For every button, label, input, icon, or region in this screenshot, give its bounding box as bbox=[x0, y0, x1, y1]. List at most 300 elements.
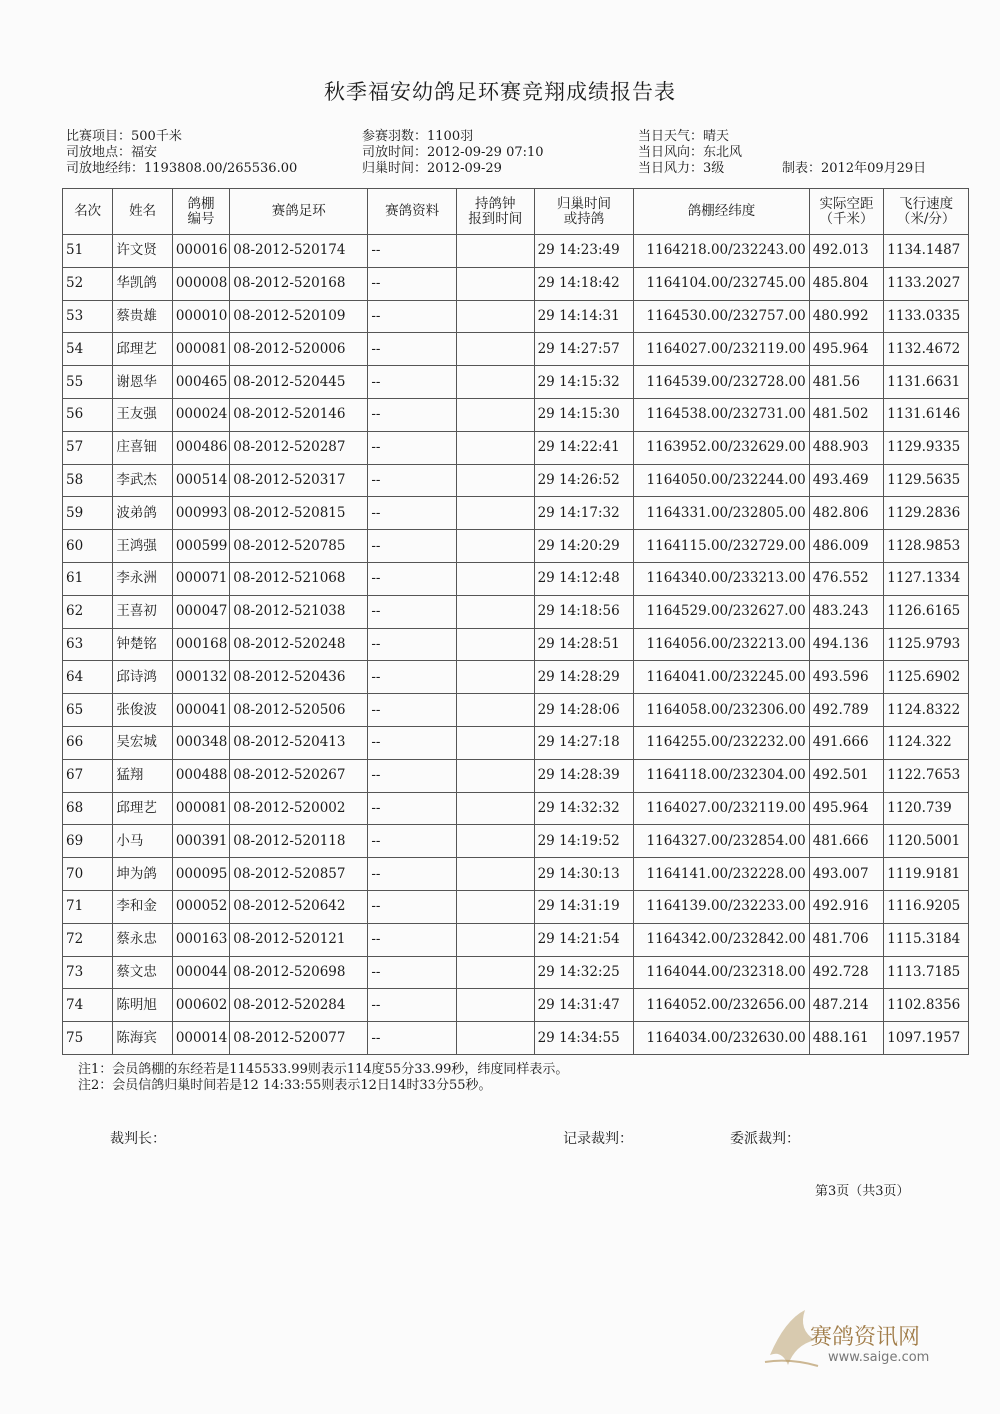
cell-distance: 491.666 bbox=[809, 726, 884, 759]
cell-name: 李武杰 bbox=[113, 464, 172, 497]
cell-clock-report-time bbox=[457, 464, 535, 497]
cell-loft-id: 000514 bbox=[172, 464, 229, 497]
cell-speed: 1116.9205 bbox=[884, 890, 969, 923]
cell-name: 邱诗鸿 bbox=[113, 661, 172, 694]
cell-distance: 494.136 bbox=[809, 628, 884, 661]
cell-bird-info: -- bbox=[368, 235, 457, 268]
cell-clock-report-time bbox=[457, 661, 535, 694]
cell-loft-coords: 1164027.00/232119.00 bbox=[634, 333, 809, 366]
table-row bbox=[63, 562, 969, 595]
table-row bbox=[63, 858, 969, 891]
cell-distance: 495.964 bbox=[809, 333, 884, 366]
cell-ring-number: 08-2012-520006 bbox=[230, 333, 368, 366]
cell-bird-info: -- bbox=[368, 661, 457, 694]
cell-loft-id: 000010 bbox=[172, 300, 229, 333]
cell-ring-number: 08-2012-520174 bbox=[230, 235, 368, 268]
table-row bbox=[63, 792, 969, 825]
cell-clock-report-time bbox=[457, 333, 535, 366]
header-text: 报到时间 bbox=[468, 210, 523, 227]
cell-name: 庄喜钿 bbox=[113, 431, 172, 464]
header-text: （千米） bbox=[819, 210, 874, 227]
cell-speed: 1133.0335 bbox=[884, 300, 969, 333]
header-speed bbox=[884, 189, 969, 235]
cell-arrival-time: 29 14:28:39 bbox=[534, 759, 634, 792]
cell-distance: 495.964 bbox=[809, 792, 884, 825]
cell-ring-number: 08-2012-520002 bbox=[230, 792, 368, 825]
cell-speed: 1129.2836 bbox=[884, 497, 969, 530]
cell-distance: 481.666 bbox=[809, 825, 884, 858]
cell-arrival-time: 29 14:27:18 bbox=[534, 726, 634, 759]
cell-arrival-time: 29 14:18:42 bbox=[534, 267, 634, 300]
cell-rank: 68 bbox=[63, 792, 113, 825]
meta-release-time: 司放时间：2012-09-29 07:10 bbox=[362, 145, 544, 160]
cell-distance: 476.552 bbox=[809, 562, 884, 595]
cell-loft-coords: 1164027.00/232119.00 bbox=[634, 792, 809, 825]
notes bbox=[78, 1062, 568, 1094]
cell-speed: 1125.6902 bbox=[884, 661, 969, 694]
cell-arrival-time: 29 14:28:51 bbox=[534, 628, 634, 661]
cell-loft-coords: 1164255.00/232232.00 bbox=[634, 726, 809, 759]
cell-distance: 481.502 bbox=[809, 398, 884, 431]
cell-rank: 75 bbox=[63, 1022, 113, 1055]
cell-arrival-time: 29 14:20:29 bbox=[534, 530, 634, 563]
cell-arrival-time: 29 14:34:55 bbox=[534, 1022, 634, 1055]
cell-rank: 52 bbox=[63, 267, 113, 300]
cell-arrival-time: 29 14:28:29 bbox=[534, 661, 634, 694]
cell-loft-coords: 1164034.00/232630.00 bbox=[634, 1022, 809, 1055]
cell-clock-report-time bbox=[457, 825, 535, 858]
cell-speed: 1120.739 bbox=[884, 792, 969, 825]
cell-loft-coords: 1164056.00/232213.00 bbox=[634, 628, 809, 661]
cell-speed: 1125.9793 bbox=[884, 628, 969, 661]
cell-name: 张俊波 bbox=[113, 694, 172, 727]
header-ring-number bbox=[230, 189, 368, 235]
cell-loft-coords: 1164539.00/232728.00 bbox=[634, 366, 809, 399]
header-name bbox=[113, 189, 172, 235]
cell-rank: 57 bbox=[63, 431, 113, 464]
cell-bird-info: -- bbox=[368, 333, 457, 366]
table-row bbox=[63, 267, 969, 300]
cell-ring-number: 08-2012-520284 bbox=[230, 989, 368, 1022]
cell-clock-report-time bbox=[457, 726, 535, 759]
cell-loft-coords: 1164115.00/232729.00 bbox=[634, 530, 809, 563]
header-arrival-time bbox=[534, 189, 634, 235]
table-row bbox=[63, 333, 969, 366]
cell-bird-info: -- bbox=[368, 398, 457, 431]
cell-clock-report-time bbox=[457, 366, 535, 399]
cell-speed: 1119.9181 bbox=[884, 858, 969, 891]
meta-made-date: 制表：2012年09月29日 bbox=[782, 161, 927, 176]
header-text: 或持鸽 bbox=[563, 210, 605, 227]
meta-block-middle bbox=[362, 129, 544, 177]
cell-speed: 1129.9335 bbox=[884, 431, 969, 464]
cell-loft-id: 000008 bbox=[172, 267, 229, 300]
table-row bbox=[63, 431, 969, 464]
recorder-judge-label: 记录裁判： bbox=[563, 1131, 633, 1147]
cell-rank: 51 bbox=[63, 235, 113, 268]
table-row bbox=[63, 235, 969, 268]
cell-loft-coords: 1164538.00/232731.00 bbox=[634, 398, 809, 431]
cell-loft-coords: 1164118.00/232304.00 bbox=[634, 759, 809, 792]
cell-bird-info: -- bbox=[368, 431, 457, 464]
table-body bbox=[63, 235, 969, 1055]
cell-arrival-time: 29 14:30:13 bbox=[534, 858, 634, 891]
cell-arrival-time: 29 14:15:30 bbox=[534, 398, 634, 431]
cell-name: 谢恩华 bbox=[113, 366, 172, 399]
cell-loft-coords: 1164052.00/232656.00 bbox=[634, 989, 809, 1022]
cell-bird-info: -- bbox=[368, 300, 457, 333]
cell-bird-info: -- bbox=[368, 956, 457, 989]
cell-clock-report-time bbox=[457, 497, 535, 530]
table-row bbox=[63, 890, 969, 923]
cell-loft-coords: 1164041.00/232245.00 bbox=[634, 661, 809, 694]
cell-ring-number: 08-2012-520121 bbox=[230, 923, 368, 956]
cell-loft-coords: 1164530.00/232757.00 bbox=[634, 300, 809, 333]
cell-rank: 58 bbox=[63, 464, 113, 497]
meta-release-site: 司放地点：福安 bbox=[66, 145, 158, 160]
cell-clock-report-time bbox=[457, 694, 535, 727]
cell-name: 波弟鸽 bbox=[113, 497, 172, 530]
cell-bird-info: -- bbox=[368, 1022, 457, 1055]
cell-bird-info: -- bbox=[368, 694, 457, 727]
table-row bbox=[63, 595, 969, 628]
cell-ring-number: 08-2012-520506 bbox=[230, 694, 368, 727]
table-row bbox=[63, 661, 969, 694]
cell-arrival-time: 29 14:15:32 bbox=[534, 366, 634, 399]
cell-clock-report-time bbox=[457, 858, 535, 891]
cell-loft-coords: 1164331.00/232805.00 bbox=[634, 497, 809, 530]
cell-clock-report-time bbox=[457, 1022, 535, 1055]
cell-ring-number: 08-2012-520698 bbox=[230, 956, 368, 989]
cell-ring-number: 08-2012-520857 bbox=[230, 858, 368, 891]
header-text: 赛鸽足环 bbox=[271, 203, 326, 219]
cell-ring-number: 08-2012-520436 bbox=[230, 661, 368, 694]
cell-speed: 1128.9853 bbox=[884, 530, 969, 563]
table-row bbox=[63, 464, 969, 497]
cell-arrival-time: 29 14:32:25 bbox=[534, 956, 634, 989]
cell-speed: 1132.4672 bbox=[884, 333, 969, 366]
cell-loft-id: 000132 bbox=[172, 661, 229, 694]
cell-loft-coords: 1164342.00/232842.00 bbox=[634, 923, 809, 956]
cell-loft-coords: 1164058.00/232306.00 bbox=[634, 694, 809, 727]
cell-loft-id: 000168 bbox=[172, 628, 229, 661]
cell-loft-id: 000465 bbox=[172, 366, 229, 399]
cell-arrival-time: 29 14:21:54 bbox=[534, 923, 634, 956]
cell-rank: 53 bbox=[63, 300, 113, 333]
cell-speed: 1131.6146 bbox=[884, 398, 969, 431]
cell-loft-coords: 1164218.00/232243.00 bbox=[634, 235, 809, 268]
cell-loft-id: 000081 bbox=[172, 792, 229, 825]
cell-arrival-time: 29 14:12:48 bbox=[534, 562, 634, 595]
cell-ring-number: 08-2012-520248 bbox=[230, 628, 368, 661]
cell-ring-number: 08-2012-520118 bbox=[230, 825, 368, 858]
cell-distance: 488.903 bbox=[809, 431, 884, 464]
cell-rank: 64 bbox=[63, 661, 113, 694]
cell-ring-number: 08-2012-520642 bbox=[230, 890, 368, 923]
cell-clock-report-time bbox=[457, 398, 535, 431]
table-row bbox=[63, 726, 969, 759]
cell-rank: 61 bbox=[63, 562, 113, 595]
cell-ring-number: 08-2012-520287 bbox=[230, 431, 368, 464]
cell-distance: 493.007 bbox=[809, 858, 884, 891]
meta-return-date: 归巢时间：2012-09-29 bbox=[362, 161, 502, 176]
results-table bbox=[62, 188, 969, 1055]
table-row bbox=[63, 825, 969, 858]
cell-name: 陈海宾 bbox=[113, 1022, 172, 1055]
cell-ring-number: 08-2012-520445 bbox=[230, 366, 368, 399]
table-header-row bbox=[63, 189, 969, 235]
cell-distance: 482.806 bbox=[809, 497, 884, 530]
cell-distance: 492.728 bbox=[809, 956, 884, 989]
cell-loft-id: 000081 bbox=[172, 333, 229, 366]
cell-clock-report-time bbox=[457, 956, 535, 989]
table-row bbox=[63, 1022, 969, 1055]
cell-arrival-time: 29 14:26:52 bbox=[534, 464, 634, 497]
cell-speed: 1115.3184 bbox=[884, 923, 969, 956]
cell-speed: 1097.1957 bbox=[884, 1022, 969, 1055]
cell-loft-coords: 1164044.00/232318.00 bbox=[634, 956, 809, 989]
cell-name: 王喜初 bbox=[113, 595, 172, 628]
meta-race-distance: 比赛项目：500千米 bbox=[66, 129, 182, 144]
cell-arrival-time: 29 14:32:32 bbox=[534, 792, 634, 825]
cell-speed: 1129.5635 bbox=[884, 464, 969, 497]
table-row bbox=[63, 398, 969, 431]
cell-distance: 493.596 bbox=[809, 661, 884, 694]
cell-name: 坤为鸽 bbox=[113, 858, 172, 891]
table-row bbox=[63, 923, 969, 956]
cell-bird-info: -- bbox=[368, 628, 457, 661]
note-1: 注1：会员鸽棚的东经若是1145533.99则表示114度55分33.99秒，纬度同样表示。 bbox=[78, 1062, 569, 1077]
cell-loft-id: 000488 bbox=[172, 759, 229, 792]
meta-wind-force: 当日风力：3级 bbox=[638, 161, 725, 176]
cell-rank: 67 bbox=[63, 759, 113, 792]
meta-block-right bbox=[638, 129, 742, 177]
cell-bird-info: -- bbox=[368, 726, 457, 759]
cell-bird-info: -- bbox=[368, 595, 457, 628]
cell-name: 王友强 bbox=[113, 398, 172, 431]
report-title: 秋季福安幼鸽足环赛竞翔成绩报告表 bbox=[324, 80, 676, 104]
cell-distance: 493.469 bbox=[809, 464, 884, 497]
cell-clock-report-time bbox=[457, 431, 535, 464]
cell-bird-info: -- bbox=[368, 792, 457, 825]
cell-loft-id: 000016 bbox=[172, 235, 229, 268]
cell-rank: 54 bbox=[63, 333, 113, 366]
cell-ring-number: 08-2012-520317 bbox=[230, 464, 368, 497]
cell-clock-report-time bbox=[457, 792, 535, 825]
cell-bird-info: -- bbox=[368, 759, 457, 792]
cell-name: 邱理艺 bbox=[113, 792, 172, 825]
cell-speed: 1133.2027 bbox=[884, 267, 969, 300]
cell-bird-info: -- bbox=[368, 366, 457, 399]
cell-bird-info: -- bbox=[368, 923, 457, 956]
cell-distance: 485.804 bbox=[809, 267, 884, 300]
cell-arrival-time: 29 14:23:49 bbox=[534, 235, 634, 268]
table-row bbox=[63, 694, 969, 727]
table-row bbox=[63, 366, 969, 399]
cell-name: 陈明旭 bbox=[113, 989, 172, 1022]
cell-speed: 1113.7185 bbox=[884, 956, 969, 989]
cell-bird-info: -- bbox=[368, 464, 457, 497]
cell-bird-info: -- bbox=[368, 530, 457, 563]
header-text: 归巢时间 bbox=[556, 195, 611, 212]
header-text: 飞行速度 bbox=[899, 195, 954, 212]
cell-speed: 1126.6165 bbox=[884, 595, 969, 628]
cell-arrival-time: 29 14:17:32 bbox=[534, 497, 634, 530]
cell-ring-number: 08-2012-520077 bbox=[230, 1022, 368, 1055]
cell-arrival-time: 29 14:31:19 bbox=[534, 890, 634, 923]
cell-name: 华凯鸽 bbox=[113, 267, 172, 300]
cell-distance: 492.013 bbox=[809, 235, 884, 268]
header-text: 姓名 bbox=[129, 203, 157, 219]
cell-loft-id: 000044 bbox=[172, 956, 229, 989]
cell-bird-info: -- bbox=[368, 890, 457, 923]
header-text: 名次 bbox=[74, 203, 102, 219]
cell-distance: 488.161 bbox=[809, 1022, 884, 1055]
cell-loft-id: 000993 bbox=[172, 497, 229, 530]
cell-clock-report-time bbox=[457, 235, 535, 268]
cell-bird-info: -- bbox=[368, 267, 457, 300]
cell-bird-info: -- bbox=[368, 825, 457, 858]
cell-clock-report-time bbox=[457, 267, 535, 300]
cell-speed: 1131.6631 bbox=[884, 366, 969, 399]
watermark-url: www.saige.com bbox=[828, 1350, 930, 1365]
cell-ring-number: 08-2012-520146 bbox=[230, 398, 368, 431]
cell-distance: 483.243 bbox=[809, 595, 884, 628]
table-row bbox=[63, 989, 969, 1022]
cell-loft-id: 000047 bbox=[172, 595, 229, 628]
header-clock-report-time bbox=[457, 189, 535, 235]
cell-arrival-time: 29 14:22:41 bbox=[534, 431, 634, 464]
cell-loft-coords: 1163952.00/232629.00 bbox=[634, 431, 809, 464]
cell-bird-info: -- bbox=[368, 497, 457, 530]
cell-rank: 69 bbox=[63, 825, 113, 858]
cell-rank: 72 bbox=[63, 923, 113, 956]
header-text: 持鸽钟 bbox=[475, 195, 516, 212]
cell-distance: 486.009 bbox=[809, 530, 884, 563]
table-row bbox=[63, 300, 969, 333]
cell-ring-number: 08-2012-520815 bbox=[230, 497, 368, 530]
header-text: 编号 bbox=[187, 210, 215, 227]
header-text: 鸽棚 bbox=[187, 195, 215, 212]
cell-bird-info: -- bbox=[368, 562, 457, 595]
table-row bbox=[63, 497, 969, 530]
header-distance bbox=[809, 189, 884, 235]
cell-name: 邱理艺 bbox=[113, 333, 172, 366]
cell-loft-id: 000014 bbox=[172, 1022, 229, 1055]
header-loft-id bbox=[172, 189, 229, 235]
cell-speed: 1122.7653 bbox=[884, 759, 969, 792]
meta-wind-direction: 当日风向：东北风 bbox=[638, 145, 743, 160]
cell-arrival-time: 29 14:14:31 bbox=[534, 300, 634, 333]
cell-distance: 492.789 bbox=[809, 694, 884, 727]
cell-rank: 63 bbox=[63, 628, 113, 661]
cell-loft-id: 000391 bbox=[172, 825, 229, 858]
cell-loft-id: 000599 bbox=[172, 530, 229, 563]
cell-arrival-time: 29 14:18:56 bbox=[534, 595, 634, 628]
cell-distance: 481.706 bbox=[809, 923, 884, 956]
cell-loft-id: 000163 bbox=[172, 923, 229, 956]
cell-arrival-time: 29 14:27:57 bbox=[534, 333, 634, 366]
cell-clock-report-time bbox=[457, 890, 535, 923]
page-number: 第3页（共3页） bbox=[815, 1184, 910, 1199]
cell-clock-report-time bbox=[457, 562, 535, 595]
cell-loft-id: 000095 bbox=[172, 858, 229, 891]
cell-distance: 492.916 bbox=[809, 890, 884, 923]
cell-loft-id: 000052 bbox=[172, 890, 229, 923]
cell-name: 李永洲 bbox=[113, 562, 172, 595]
table-row bbox=[63, 759, 969, 792]
cell-name: 李和金 bbox=[113, 890, 172, 923]
cell-distance: 480.992 bbox=[809, 300, 884, 333]
watermark-brand: 赛鸽资讯网 bbox=[810, 1325, 921, 1350]
cell-name: 蔡永忠 bbox=[113, 923, 172, 956]
cell-name: 吴宏城 bbox=[113, 726, 172, 759]
cell-speed: 1124.322 bbox=[884, 726, 969, 759]
cell-loft-coords: 1164139.00/232233.00 bbox=[634, 890, 809, 923]
cell-bird-info: -- bbox=[368, 858, 457, 891]
cell-ring-number: 08-2012-520267 bbox=[230, 759, 368, 792]
cell-loft-id: 000024 bbox=[172, 398, 229, 431]
cell-ring-number: 08-2012-520785 bbox=[230, 530, 368, 563]
cell-clock-report-time bbox=[457, 759, 535, 792]
cell-rank: 73 bbox=[63, 956, 113, 989]
cell-rank: 74 bbox=[63, 989, 113, 1022]
cell-name: 许文贤 bbox=[113, 235, 172, 268]
cell-loft-coords: 1164104.00/232745.00 bbox=[634, 267, 809, 300]
cell-clock-report-time bbox=[457, 989, 535, 1022]
cell-ring-number: 08-2012-520413 bbox=[230, 726, 368, 759]
cell-distance: 487.214 bbox=[809, 989, 884, 1022]
cell-rank: 56 bbox=[63, 398, 113, 431]
cell-loft-id: 000486 bbox=[172, 431, 229, 464]
header-text: 实际空距 bbox=[819, 195, 874, 212]
cell-ring-number: 08-2012-520109 bbox=[230, 300, 368, 333]
cell-clock-report-time bbox=[457, 530, 535, 563]
cell-name: 小马 bbox=[113, 825, 172, 858]
cell-clock-report-time bbox=[457, 300, 535, 333]
cell-rank: 62 bbox=[63, 595, 113, 628]
cell-ring-number: 08-2012-520168 bbox=[230, 267, 368, 300]
cell-loft-id: 000602 bbox=[172, 989, 229, 1022]
cell-name: 钟楚铭 bbox=[113, 628, 172, 661]
cell-distance: 481.56 bbox=[809, 366, 884, 399]
cell-speed: 1102.8356 bbox=[884, 989, 969, 1022]
cell-clock-report-time bbox=[457, 923, 535, 956]
cell-rank: 60 bbox=[63, 530, 113, 563]
cell-loft-id: 000071 bbox=[172, 562, 229, 595]
cell-loft-id: 000348 bbox=[172, 726, 229, 759]
cell-loft-coords: 1164141.00/232228.00 bbox=[634, 858, 809, 891]
cell-bird-info: -- bbox=[368, 989, 457, 1022]
meta-block-left bbox=[66, 129, 297, 177]
cell-speed: 1127.1334 bbox=[884, 562, 969, 595]
table-row bbox=[63, 530, 969, 563]
note-2: 注2：会员信鸽归巢时间若是12 14:33:55则表示12日14时33分55秒。 bbox=[78, 1078, 492, 1093]
delegate-judge-label: 委派裁判： bbox=[730, 1131, 800, 1147]
cell-rank: 65 bbox=[63, 694, 113, 727]
cell-loft-coords: 1164340.00/233213.00 bbox=[634, 562, 809, 595]
cell-name: 猛翔 bbox=[113, 759, 172, 792]
cell-arrival-time: 29 14:31:47 bbox=[534, 989, 634, 1022]
cell-loft-coords: 1164050.00/232244.00 bbox=[634, 464, 809, 497]
header-text: （米/分） bbox=[896, 210, 956, 227]
table-row bbox=[63, 956, 969, 989]
cell-rank: 70 bbox=[63, 858, 113, 891]
header-text: 鸽棚经纬度 bbox=[687, 203, 756, 219]
cell-arrival-time: 29 14:28:06 bbox=[534, 694, 634, 727]
header-text: 赛鸽资料 bbox=[385, 203, 440, 219]
cell-arrival-time: 29 14:19:52 bbox=[534, 825, 634, 858]
